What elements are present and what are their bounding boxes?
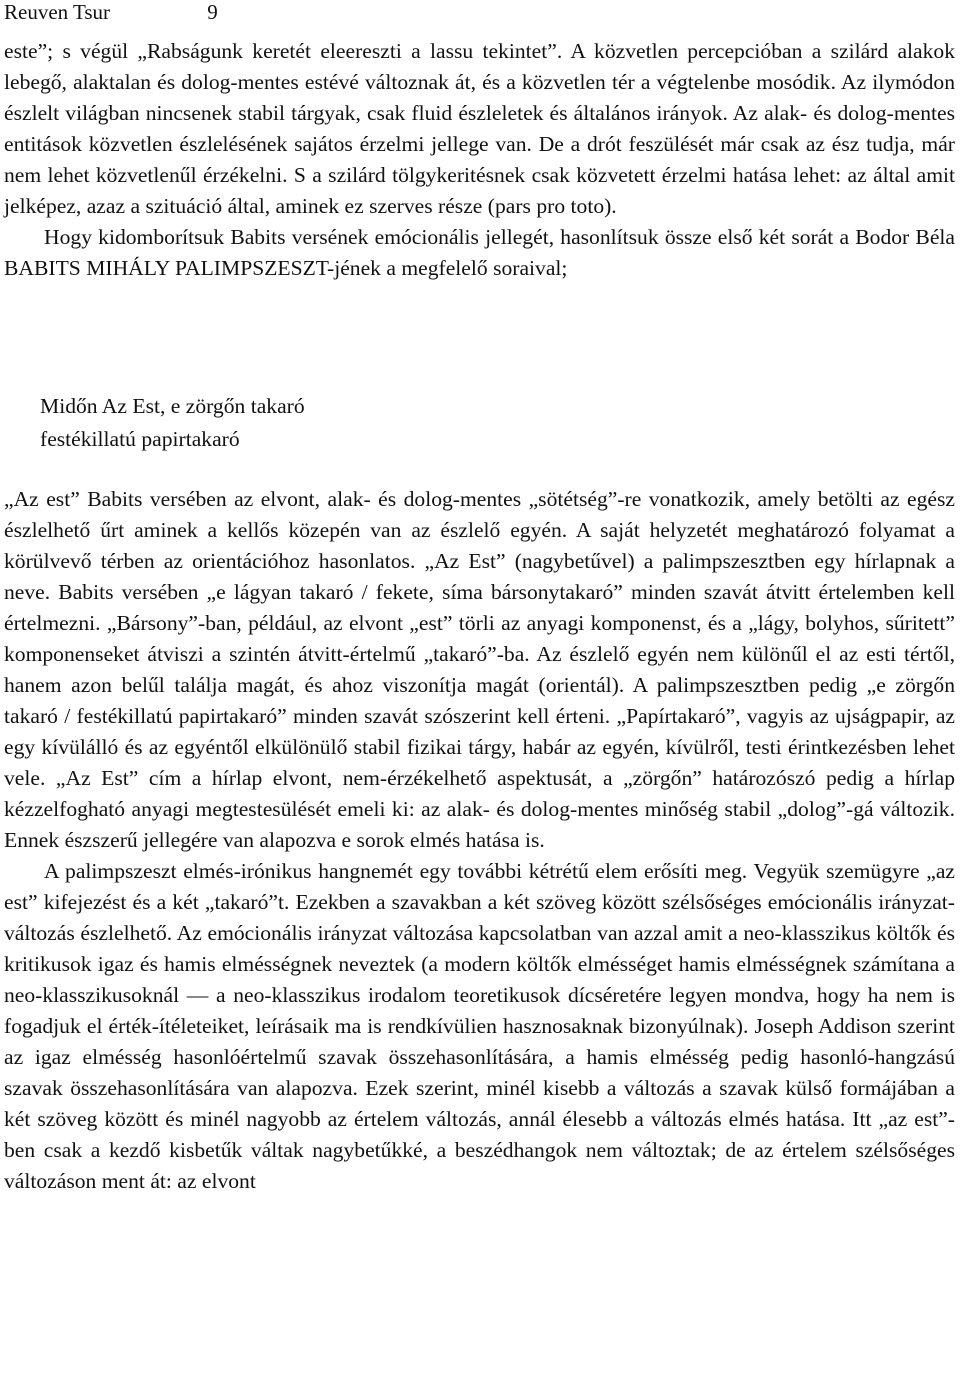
running-header bbox=[4, 0, 218, 24]
header-author: Reuven Tsur bbox=[4, 0, 111, 24]
paragraph-3: „Az est” Babits versében az elvont, alak- és dolog-mentes „sötétség”-re vonatkozik, amely betölti az egész észlelhető űrt aminek a kellős közepén van az észlelő egyén. A saját helyzetét meghatározó folyamat a körülvevő térben az orientációhoz hasonlatos. „Az Est” (nagybetűvel) a palimpszesztben egy hírlapnak a neve. Babits versében „e lágyan takaró / fekete, síma bársonytakaró” minden szavát átvitt értelemben kell értelmezni. „Bársony”-ban, például, az elvont „est” törli az anyagi komponenst, és a „lágy, bolyhos, sűritett” komponenseket átviszi a szintén átvitt-értelmű „takaró”-ba. Az észlelő egyén nem különűl el az esti tértől, hanem azon belűl találja magát, és ahoz viszonítja magát (orientál). A palimpszesztben pedig „e zörgőn takaró / festékillatú papirtakaró” minden szavát szószerint kell érteni. „Papírtakaró”, vagyis az ujságpapir, az egy kívülálló és az egyéntől elkülönülő stabil fizikai tárgy, habár az egyén, kívülről, testi érintkezésben lehet vele. „Az Est” cím a hírlap elvont, nem-érzékelhető aspektusát, a „zörgőn” határozószó pedig a hírlap kézzelfogható anyagi megtestesülését emeli ki: az alak- és dolog-mentes minőség stabil „dolog”-gá változik. Ennek észszerű jellegére van alapozva e sorok elmés hatása is. bbox=[4, 487, 955, 852]
text-block-top bbox=[4, 36, 955, 284]
verse-line-2: festékillatú papirtakaró bbox=[40, 427, 240, 451]
verse-quote bbox=[40, 390, 305, 456]
paragraph-1: este”; s végül „Rabságunk keretét eleereszti a lassu tekintet”. A közvetlen percepcióban a szilárd alakok lebegő, alaktalan és dolog-mentes estévé változnak át, és a közvetlen tér a végtelenbe mosódik. Az ilymódon észlelt világban nincsenek stabil tárgyak, csak fluid észleletek és általános irányok. Az alak- és dolog-mentes entitások közvetlen észlelésének sajátos érzelmi jellege van. De a drót feszülését már csak az ész tudja, már nem lehet közvetlenűl érzékelni. S a szilárd tölgykeritésnek csak közvetett érzelmi hatása lehet: az által amit jelképez, azaz a szituáció által, aminek ez szerves része (pars pro toto). bbox=[4, 39, 955, 218]
paragraph-2: Hogy kidomborítsuk Babits versének emócionális jellegét, hasonlítsuk össze első két sorát a Bodor Béla BABITS MIHÁLY PALIMPSZESZT-jének a megfelelő soraival; bbox=[4, 225, 955, 280]
paragraph-4: A palimpszeszt elmés-irónikus hangnemét egy további kétrétű elem erősíti meg. Vegyük szemügyre „az est” kifejezést és a két „takaró”t. Ezekben a szavakban a két szöveg között szélsőséges emócionális irányzat-változás észlelhető. Az emócionális irányzat változása kapcsolatban van azzal amit a neo-klasszikus költők és kritikusok igaz és hamis elmésségnek neveztek (a modern költők elmésséget hamis elmésségnek számítana a neo-klasszikusoknál — a neo-klasszikus irodalom teoretikusok dícséretére legyen mondva, hogy ha nem is fogadjuk el érték-ítéleteiket, leírásaik ma is rendkívülien hasznosaknak bizonyúlnak). Joseph Addison szerint az igaz elmésség hasonlóértelmű szavak összehasonlítására, a hamis elmésség pedig hasonló-hangzású szavak összehasonlítására van alapozva. Ezek szerint, minél kisebb a változás a szavak külső formájában a két szöveg között és minél nagyobb az értelem változás, annál élesebb a változás elmés hatása. Itt „az est”-ben csak a kezdő kisbetűk váltak nagybetűkké, a beszédhangok nem változtak; de az értelem szélsőséges változáson ment át: az elvont bbox=[4, 859, 955, 1193]
text-block-bottom bbox=[4, 484, 955, 1197]
verse-line-1: Midőn Az Est, e zörgőn takaró bbox=[40, 394, 305, 418]
page-number: 9 bbox=[207, 0, 218, 24]
